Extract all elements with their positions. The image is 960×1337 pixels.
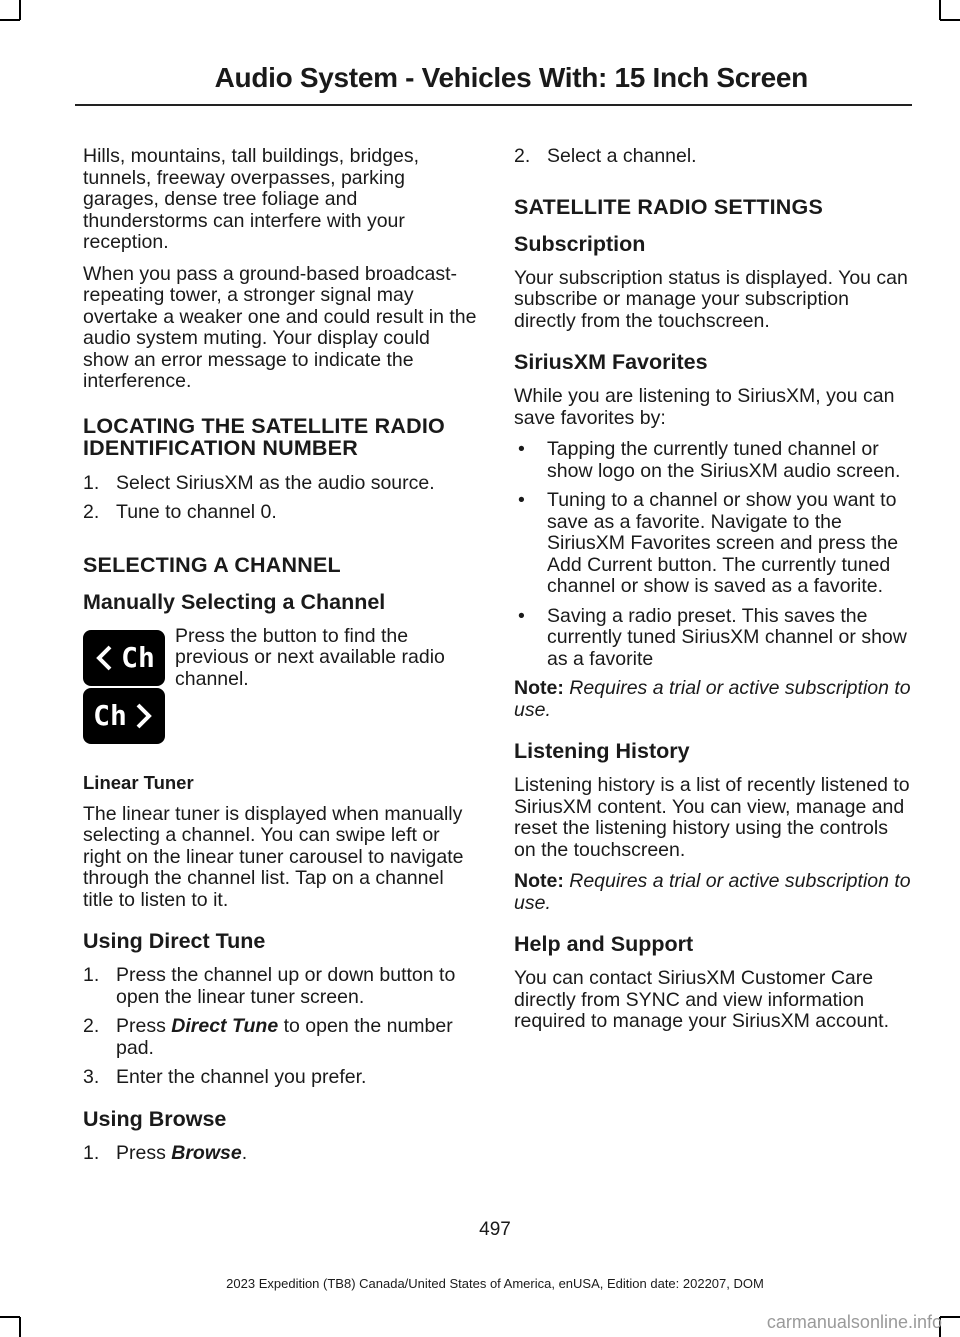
heading-linear-tuner: Linear Tuner <box>83 771 194 793</box>
heading-satellite-settings: SATELLITE RADIO SETTINGS <box>514 194 823 219</box>
locating-steps <box>83 473 478 524</box>
paragraph-tower: When you pass a ground-based broadcast-repeating tower, a stronger signal may overtake a weaker one and could result in the audio system muting. Your display could show an error message to indicate the interference. <box>83 262 477 392</box>
list-item: • Saving a radio preset. This saves the currently tuned SiriusXM channel or show as a favorite <box>518 604 907 670</box>
crop-mark-top-right-h <box>940 19 960 21</box>
channel-next-button <box>83 688 165 744</box>
browse-steps <box>83 1143 478 1165</box>
paragraph-linear-tuner: The linear tuner is displayed when manually selecting a channel. You can swipe left or right on the linear tuner carousel to navigate through the channel list. Tap on a channel title to listen to it. <box>83 802 464 911</box>
list-item: 1. Press Browse. <box>83 1141 248 1164</box>
crop-mark-top-right <box>939 0 941 20</box>
paragraph-favorites-intro: While you are listening to SiriusXM, you can save favorites by: <box>514 385 895 429</box>
heading-direct-tune: Using Direct Tune <box>83 929 266 953</box>
heading-favorites: SiriusXM Favorites <box>514 350 708 374</box>
browse-steps-continued <box>514 146 912 168</box>
chevron-right-icon <box>133 701 155 731</box>
crop-mark-bottom-left <box>19 1317 21 1337</box>
heading-help-support: Help and Support <box>514 932 694 956</box>
list-item: 2. Press Direct Tune to open the number pad. <box>83 1015 453 1059</box>
heading-selecting-channel: SELECTING A CHANNEL <box>83 552 341 577</box>
chevron-left-icon <box>93 643 115 673</box>
footer-edition: 2023 Expedition (TB8) Canada/United States of America, enUSA, Edition date: 202207, DOM <box>226 1276 764 1291</box>
paragraph-help-support: You can contact SiriusXM Customer Care directly from SYNC and view information required to manage your SiriusXM account. <box>514 967 890 1032</box>
right-column <box>514 146 912 1043</box>
paragraph-interference: Hills, mountains, tall buildings, bridges, tunnels, freeway overpasses, parking garages, dense tree foliage and thunderstorms can interfere with your reception. <box>83 145 419 253</box>
list-item: 1. Select SiriusXM as the audio source. <box>83 471 435 494</box>
crop-mark-top-left-h <box>0 19 20 21</box>
channel-next-label: Ch <box>93 699 127 732</box>
watermark: carmanualsonline.info <box>766 1312 942 1332</box>
heading-locating-id: LOCATING THE SATELLITE RADIO IDENTIFICATION NUMBER <box>83 413 445 460</box>
note-history: Note: Requires a trial or active subscription to use. <box>514 870 911 914</box>
browse-term: Browse <box>171 1141 242 1164</box>
list-item: • Tapping the currently tuned channel or show logo on the SiriusXM audio screen. <box>518 438 901 482</box>
crop-mark-bottom-right-h <box>940 1316 960 1318</box>
channel-buttons-figure <box>83 626 478 754</box>
favorites-list <box>514 439 912 670</box>
manual-selecting-text: Press the button to find the previous or next available radio channel. <box>175 624 445 690</box>
list-item: 2. Tune to channel 0. <box>83 501 277 523</box>
channel-previous-label: Ch <box>121 641 155 674</box>
paragraph-subscription: Your subscription status is displayed. You can subscribe or manage your subscription directly from the touchscreen. <box>514 266 908 332</box>
note-favorites: Note: Requires a trial or active subscription to use. <box>514 677 911 721</box>
direct-tune-term: Direct Tune <box>171 1015 279 1037</box>
list-item: 2. Select a channel. <box>514 145 697 167</box>
header-divider <box>75 104 912 106</box>
list-item: 3. Enter the channel you prefer. <box>83 1066 367 1088</box>
paragraph-listening-history: Listening history is a list of recently listened to SiriusXM content. You can view, manage and reset the listening history using the controls on the touchscreen. <box>514 774 910 861</box>
crop-mark-top-left <box>19 0 21 20</box>
heading-using-browse: Using Browse <box>83 1106 227 1131</box>
page-number: 497 <box>479 1219 511 1240</box>
list-item: • Tuning to a channel or show you want to save as a favorite. Navigate to the SiriusXM Favorites screen and press the Add Current button. The currently tuned channel or show is saved as a favorite. <box>518 489 899 597</box>
direct-tune-steps <box>83 965 478 1089</box>
heading-listening-history: Listening History <box>514 739 690 763</box>
heading-manual-selecting: Manually Selecting a Channel <box>83 589 386 614</box>
left-column <box>83 146 478 1172</box>
list-item: 1. Press the channel up or down button to open the linear tuner screen. <box>83 964 456 1008</box>
crop-mark-bottom-left-h <box>0 1316 20 1318</box>
channel-previous-button <box>83 630 165 686</box>
page-header-title: Audio System - Vehicles With: 15 Inch Screen <box>214 62 808 93</box>
heading-subscription: Subscription <box>514 231 646 256</box>
